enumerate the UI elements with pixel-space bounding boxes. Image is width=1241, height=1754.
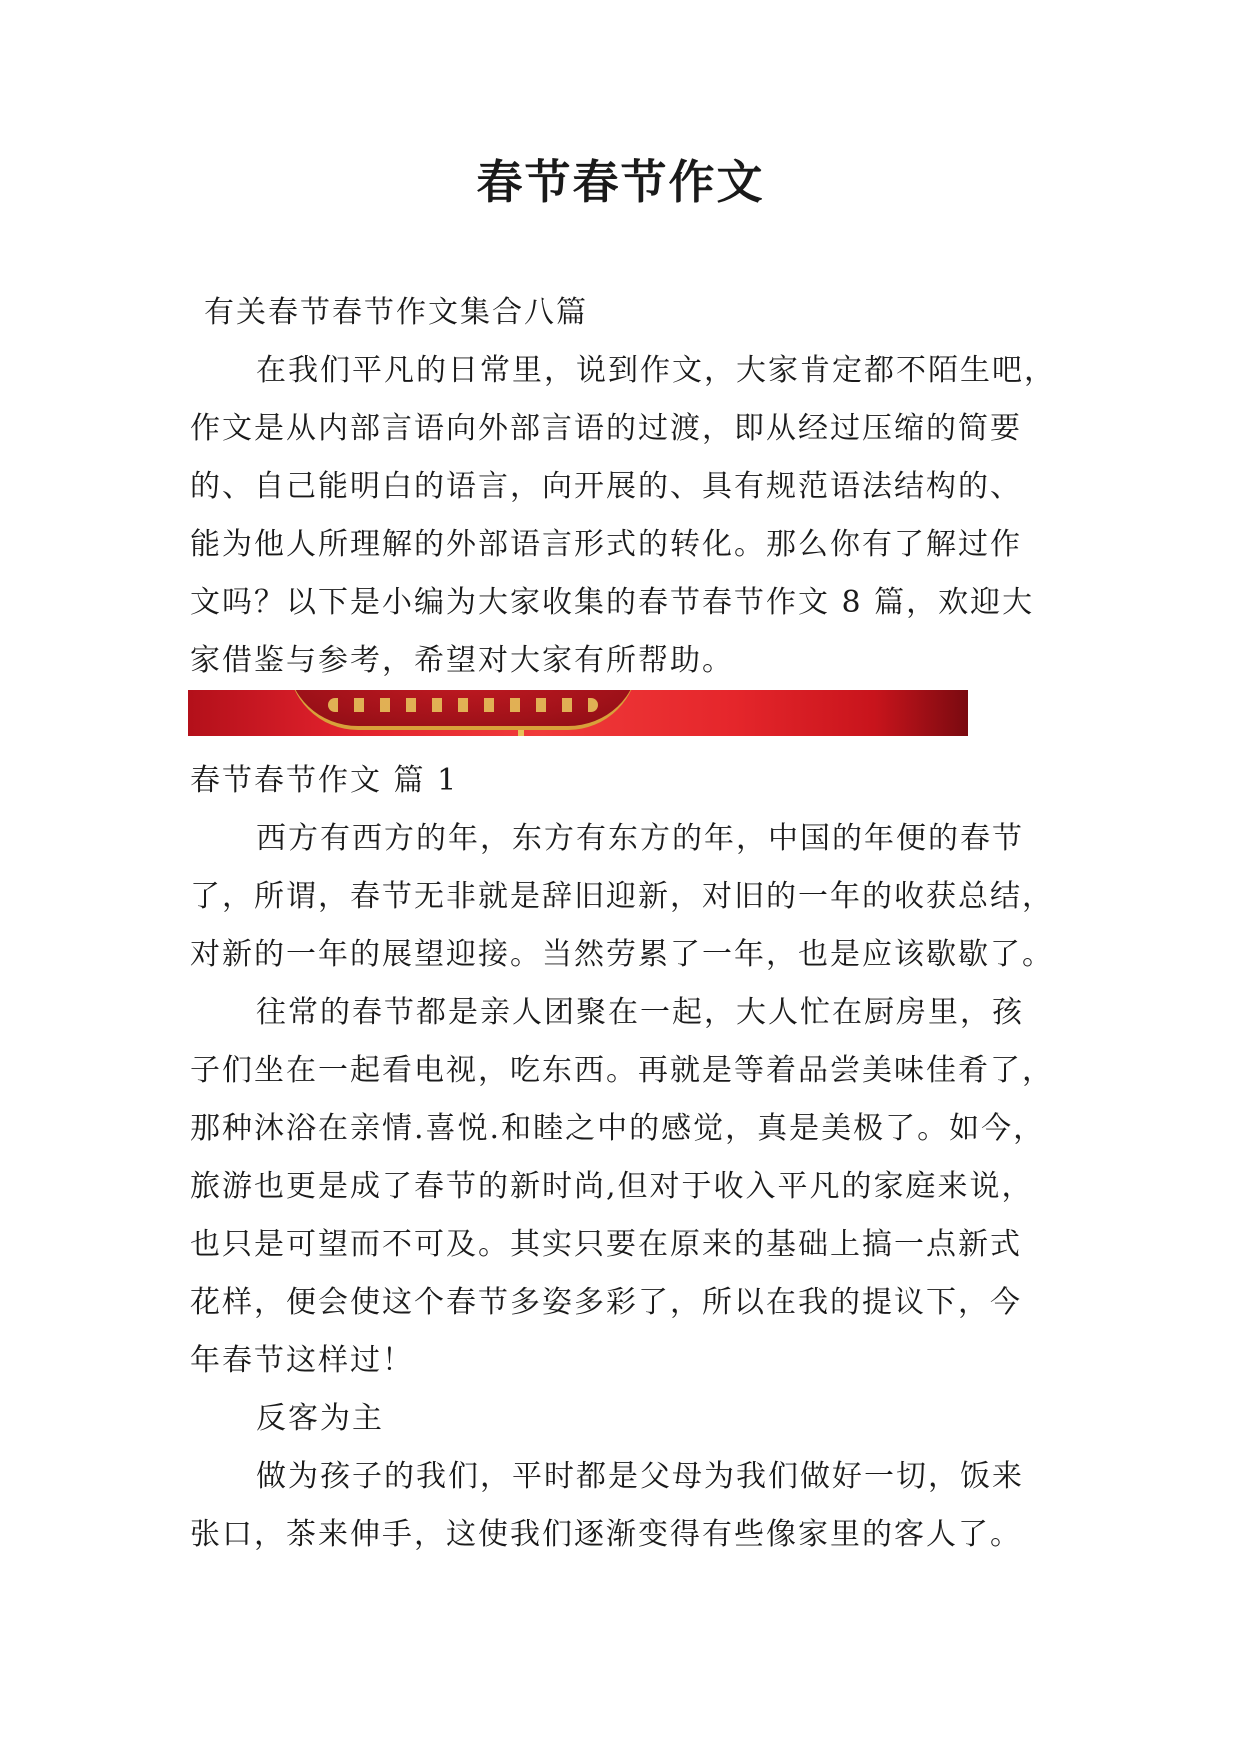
paragraph-line: 文吗？以下是小编为大家收集的春节春节作文 8 篇，欢迎大	[190, 585, 1035, 620]
paragraph-line: 张口，茶来伸手，这使我们逐渐变得有些像家里的客人了。	[190, 1517, 1022, 1552]
paragraph-line: 能为他人所理解的外部语言形式的转化。那么你有了解过作	[190, 527, 1022, 562]
paragraph-line: 旅游也更是成了春节的新时尚,但对于收入平凡的家庭来说，	[190, 1169, 1034, 1204]
section-1	[190, 752, 1070, 1564]
tassel-knot	[518, 730, 524, 736]
paragraph-line: 家借鉴与参考，希望对大家有所帮助。	[190, 643, 734, 678]
festive-banner-image	[188, 690, 968, 736]
paragraph-line: 那种沐浴在亲情.喜悦.和睦之中的感觉，真是美极了。如今，	[190, 1111, 1046, 1146]
section-heading: 春节春节作文 篇 1	[190, 763, 459, 798]
paragraph-line: 子们坐在一起看电视，吃东西。再就是等着品尝美味佳肴了，	[190, 1053, 1054, 1088]
paragraph-line: 往常的春节都是亲人团聚在一起，大人忙在厨房里，孩	[256, 995, 1024, 1030]
gold-pattern	[328, 698, 598, 712]
paragraph-line: 也只是可望而不可及。其实只要在原来的基础上搞一点新式	[190, 1227, 1022, 1262]
paragraph-line: 对新的一年的展望迎接。当然劳累了一年，也是应该歇歇了。	[190, 937, 1054, 972]
paragraph-line: 西方有西方的年，东方有东方的年，中国的年便的春节	[256, 821, 1024, 856]
paragraph-line: 的、自己能明白的语言，向开展的、具有规范语法结构的、	[190, 469, 1022, 504]
paragraph-line: 做为孩子的我们，平时都是父母为我们做好一切，饭来	[256, 1459, 1024, 1494]
red-lantern-ornament	[288, 690, 638, 730]
page-title: 春节春节作文	[476, 155, 765, 209]
paragraph-line: 了，所谓，春节无非就是辞旧迎新，对旧的一年的收获总结，	[190, 879, 1054, 914]
paragraph-line: 花样，便会使这个春节多姿多彩了，所以在我的提议下，今	[190, 1285, 1022, 1320]
subheading: 反客为主	[256, 1401, 384, 1436]
paragraph-line: 年春节这样过！	[190, 1343, 414, 1378]
paragraph-line: 作文是从内部言语向外部言语的过渡，即从经过压缩的简要	[190, 411, 1022, 446]
subtitle: 有关春节春节作文集合八篇	[204, 295, 588, 330]
paragraph-line: 在我们平凡的日常里，说到作文，大家肯定都不陌生吧，	[256, 353, 1056, 388]
intro-block	[190, 284, 1070, 690]
